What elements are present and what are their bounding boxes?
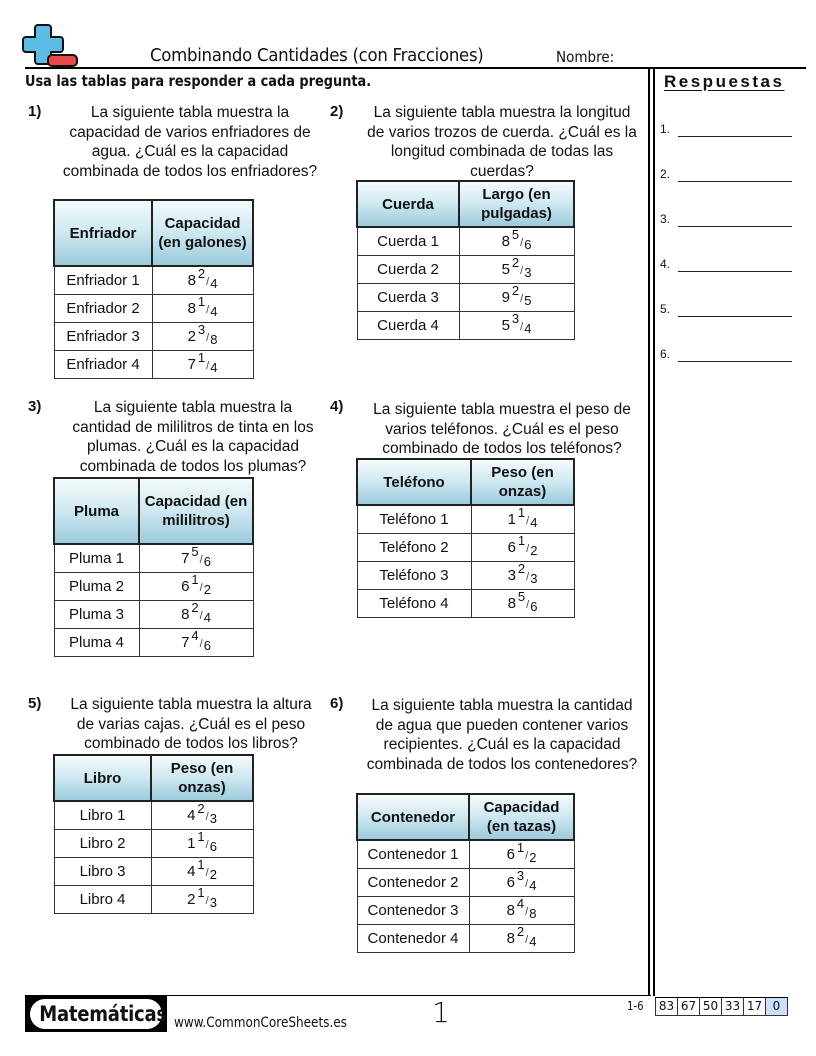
page-number: 1 — [432, 996, 450, 1029]
table-row — [54, 295, 253, 323]
table-row — [357, 505, 574, 534]
data-table-1 — [53, 199, 254, 379]
row-label: Pluma 2 — [54, 573, 139, 601]
table-row — [54, 858, 253, 886]
table-row — [357, 534, 574, 562]
fraction-value: 8 5/6 — [459, 227, 574, 256]
fraction-value: 7 5/6 — [139, 544, 253, 573]
row-label: Teléfono 4 — [357, 590, 471, 618]
column-header: Largo (en pulgadas) — [459, 181, 574, 227]
score-cell: 17 — [743, 998, 766, 1016]
table-row — [54, 601, 253, 629]
answer-field-2[interactable] — [660, 167, 792, 187]
table-row — [357, 869, 574, 897]
column-header: Teléfono — [357, 459, 471, 505]
row-label: Teléfono 2 — [357, 534, 471, 562]
fraction-value: 2 3/8 — [152, 323, 253, 351]
question-text: La siguiente tabla muestra la capacidad de varios enfriadores de agua. ¿Cuál es la capacidad combinada de todos los enfriadores? — [62, 104, 318, 180]
table-row — [357, 925, 574, 953]
column-header: Enfriador — [54, 200, 152, 266]
answer-number: 3. — [660, 212, 671, 226]
row-label: Teléfono 3 — [357, 562, 471, 590]
brand-text: Matemáticas — [39, 1002, 167, 1026]
column-header: Peso (en onzas) — [151, 755, 253, 801]
fraction-value: 8 2/4 — [469, 925, 574, 953]
fraction-value: 7 4/6 — [139, 629, 253, 657]
table-row — [357, 590, 574, 618]
row-label: Enfriador 3 — [54, 323, 152, 351]
answer-blank[interactable] — [678, 361, 792, 362]
data-table-6 — [356, 793, 575, 953]
fraction-value: 5 3/4 — [459, 312, 574, 340]
row-label: Libro 4 — [54, 886, 151, 914]
score-cell: 33 — [721, 998, 744, 1016]
column-header: Libro — [54, 755, 151, 801]
site-url: www.CommonCoreSheets.es — [174, 1015, 347, 1031]
column-header: Cuerda — [357, 181, 459, 227]
answer-number: 1. — [660, 122, 671, 136]
score-range: 1-6 — [627, 999, 644, 1013]
answer-field-4[interactable] — [660, 257, 792, 277]
row-label: Pluma 3 — [54, 601, 139, 629]
fraction-value: 8 1/4 — [152, 295, 253, 323]
fraction-value: 2 1/3 — [151, 886, 253, 914]
row-label: Libro 3 — [54, 858, 151, 886]
question-number: 6) — [330, 695, 344, 712]
question-number: 5) — [28, 695, 42, 712]
fraction-value: 8 4/8 — [469, 897, 574, 925]
plus-minus-icon — [22, 22, 80, 68]
table-row — [357, 312, 574, 340]
question-text: La siguiente tabla muestra la altura de varias cajas. ¿Cuál es el peso combinado de todos los libros? — [70, 696, 312, 752]
answer-number: 5. — [660, 302, 671, 316]
score-cell: 83 — [655, 998, 678, 1016]
data-table-2 — [356, 180, 575, 340]
score-table — [655, 997, 788, 1016]
data-table-5 — [53, 754, 254, 914]
question-number: 3) — [28, 398, 42, 415]
answer-number: 4. — [660, 257, 671, 271]
fraction-value: 5 2/3 — [459, 256, 574, 284]
fraction-value: 7 1/4 — [152, 351, 253, 379]
table-row — [357, 284, 574, 312]
answer-column-divider — [648, 68, 650, 996]
row-label: Pluma 4 — [54, 629, 139, 657]
answer-number: 6. — [660, 347, 671, 361]
answer-field-5[interactable] — [660, 302, 792, 322]
question-number: 1) — [28, 103, 42, 120]
row-label: Libro 2 — [54, 830, 151, 858]
answer-column-divider — [653, 68, 655, 996]
row-label: Enfriador 1 — [54, 266, 152, 295]
fraction-value: 6 1/2 — [469, 840, 574, 869]
table-row — [357, 256, 574, 284]
table-row — [54, 573, 253, 601]
table-row — [54, 801, 253, 830]
table-row — [54, 544, 253, 573]
table-row — [357, 562, 574, 590]
row-label: Contenedor 1 — [357, 840, 469, 869]
question-text: La siguiente tabla muestra el peso de varios teléfonos. ¿Cuál es el peso combinado de todos los teléfonos? — [373, 401, 631, 457]
column-header: Capacidad (en tazas) — [469, 794, 574, 840]
table-row — [54, 629, 253, 657]
answer-blank[interactable] — [678, 136, 792, 137]
column-header: Capacidad (en mililitros) — [139, 478, 253, 544]
fraction-value: 8 2/4 — [152, 266, 253, 295]
column-header: Peso (en onzas) — [471, 459, 574, 505]
fraction-value: 3 2/3 — [471, 562, 574, 590]
question-text: La siguiente tabla muestra la longitud de varios trozos de cuerda. ¿Cuál es la longitud combinada de todas las cuerdas? — [367, 104, 637, 180]
fraction-value: 6 3/4 — [469, 869, 574, 897]
name-label: Nombre: — [556, 48, 615, 66]
table-row — [54, 830, 253, 858]
column-header: Contenedor — [357, 794, 469, 840]
answer-field-3[interactable] — [660, 212, 792, 232]
fraction-value: 8 2/4 — [139, 601, 253, 629]
score-cell: 0 — [765, 998, 788, 1016]
row-label: Cuerda 3 — [357, 284, 459, 312]
table-row — [54, 351, 253, 379]
question-number: 4) — [330, 398, 344, 415]
row-label: Cuerda 2 — [357, 256, 459, 284]
answer-blank[interactable] — [678, 316, 792, 317]
score-cell: 67 — [677, 998, 700, 1016]
header-divider — [25, 67, 806, 69]
row-label: Cuerda 4 — [357, 312, 459, 340]
table-row — [54, 266, 253, 295]
row-label: Cuerda 1 — [357, 227, 459, 256]
fraction-value: 1 1/4 — [471, 505, 574, 534]
fraction-value: 8 5/6 — [471, 590, 574, 618]
fraction-value: 9 2/5 — [459, 284, 574, 312]
row-label: Teléfono 1 — [357, 505, 471, 534]
answer-blank[interactable] — [678, 271, 792, 272]
answer-field-6[interactable] — [660, 347, 792, 367]
answer-blank[interactable] — [678, 181, 792, 182]
fraction-value: 6 1/2 — [139, 573, 253, 601]
row-label: Contenedor 3 — [357, 897, 469, 925]
answer-field-1[interactable] — [660, 122, 792, 142]
table-row — [54, 886, 253, 914]
column-header: Capacidad (en galones) — [152, 200, 253, 266]
question-text: La siguiente tabla muestra la cantidad de mililitros de tinta en los plumas. ¿Cuál es la capacidad combinada de todos los plumas? — [72, 399, 314, 475]
fraction-value: 4 1/2 — [151, 858, 253, 886]
data-table-3 — [53, 477, 254, 657]
table-row — [54, 323, 253, 351]
data-table-4 — [356, 458, 575, 618]
row-label: Contenedor 2 — [357, 869, 469, 897]
column-header: Pluma — [54, 478, 139, 544]
table-row — [357, 897, 574, 925]
row-label: Contenedor 4 — [357, 925, 469, 953]
answer-blank[interactable] — [678, 226, 792, 227]
row-label: Enfriador 2 — [54, 295, 152, 323]
row-label: Enfriador 4 — [54, 351, 152, 379]
fraction-value: 1 1/6 — [151, 830, 253, 858]
page-title: Combinando Cantidades (con Fracciones) — [150, 45, 484, 66]
score-cell: 50 — [699, 998, 722, 1016]
row-label: Pluma 1 — [54, 544, 139, 573]
instructions: Usa las tablas para responder a cada pregunta. — [25, 72, 372, 90]
question-number: 2) — [330, 103, 344, 120]
table-row — [357, 840, 574, 869]
answer-number: 2. — [660, 167, 671, 181]
table-row — [357, 227, 574, 256]
answers-title: Respuestas — [664, 72, 785, 91]
question-text: La siguiente tabla muestra la cantidad de agua que pueden contener varios recipientes. ¿Cuál es la capacidad combinada de todos los contenedores? — [366, 697, 638, 773]
row-label: Libro 1 — [54, 801, 151, 830]
fraction-value: 6 1/2 — [471, 534, 574, 562]
fraction-value: 4 2/3 — [151, 801, 253, 830]
